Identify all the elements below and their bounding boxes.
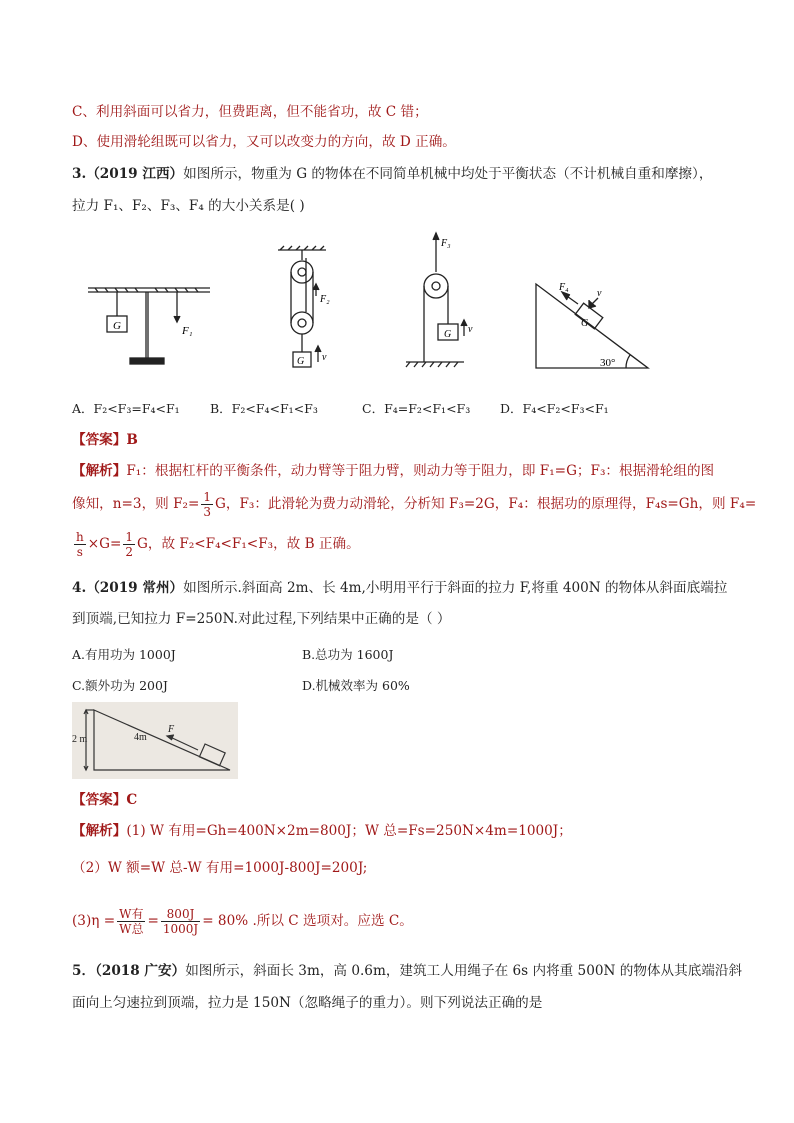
q4-option-a[interactable]: A.有用功为 1000J — [72, 647, 176, 662]
q4-incline-photo — [72, 702, 238, 779]
fraction-h-over-s — [74, 530, 86, 559]
q3-analysis-line1 — [72, 461, 714, 481]
q4-stem-text: 如图所示.斜面高 2m、长 4m,小明用平行于斜面的拉力 F,将重 400N 的物体从斜面底端拉 — [183, 580, 728, 596]
q4-analysis-line2: （2）W 额=W 总-W 有用=1000J-800J=200J; — [72, 860, 368, 876]
q5-stem-line2: 面向上匀速拉到顶端，拉力是 150N（忽略绳子的重力）。则下列说法正确的是 — [72, 995, 543, 1011]
q4-analysis-text1: (1) W 有用=Gh=400N×2m=800J；W 总=Fs=250N×4m=1000J； — [126, 823, 572, 839]
q3-stem-line1 — [72, 164, 712, 184]
q3-analysis-text2b: G，F₃：此滑轮为费力动滑轮，分析知 F₃=2G，F₄：根据功的原理得，F₄s=Gh，则 F₄= — [215, 496, 757, 512]
frac-denominator: 2 — [125, 545, 134, 559]
q3-answer: 【答案】B — [72, 432, 138, 448]
frac-numerator: h — [76, 530, 84, 544]
q4-option-d[interactable]: D.机械效率为 60% — [302, 678, 410, 693]
q5-stem-text: 如图所示，斜面长 3m，高 0.6m，建筑工人用绳子在 6s 内将重 500N 的物体从其底端沿斜 — [185, 963, 743, 979]
force-label: F — [168, 724, 175, 735]
frac-numerator: W有 — [119, 907, 144, 921]
q3-analysis-text3a: ×G= — [87, 536, 122, 552]
option-c-explanation: C、利用斜面可以省力，但费距离，但不能省功，故 C 错； — [72, 104, 428, 120]
option-d-explanation: D、使用滑轮组既可以省力，又可以改变力的方向，故 D 正确。 — [72, 134, 456, 150]
fig-c-force-label: F₃ — [441, 238, 451, 249]
q3-option-d[interactable]: D．F₄<F₂<F₃<F₁ — [500, 401, 609, 416]
q4-analysis-text3b: = 80% .所以 C 选项对。应选 C。 — [202, 913, 413, 929]
frac-denominator: W总 — [119, 922, 144, 936]
q3-source: （2019 江西） — [86, 166, 184, 182]
q3-analysis-line3 — [72, 530, 360, 559]
q4-stem-line1 — [72, 578, 727, 598]
q5-number: 5． — [72, 963, 96, 979]
fraction-800-over-1000 — [161, 907, 200, 936]
incline-figure — [536, 284, 648, 368]
q4-source: （2019 常州） — [86, 580, 184, 596]
fig-b-velocity-label: v — [322, 352, 327, 363]
q3-option-b[interactable]: B．F₂<F₄<F₁<F₃ — [210, 401, 318, 416]
fig-d-angle-label: 30° — [600, 357, 616, 369]
fraction-one-half — [123, 530, 135, 559]
q4-analysis-label: 【解析】 — [72, 823, 127, 839]
frac-denominator: s — [76, 545, 83, 559]
q4-number: 4. — [72, 580, 87, 596]
q3-analysis-label: 【解析】 — [72, 463, 127, 479]
pulley-block-figure — [278, 246, 326, 367]
fraction-one-third — [201, 490, 213, 519]
q5-stem-line1 — [72, 961, 742, 981]
q3-analysis-text2a: 像知，n=3，则 F₂= — [72, 496, 200, 512]
fig-d-weight-label: G — [581, 318, 589, 329]
fig-a-force-label: F₁ — [182, 325, 193, 337]
q3-analysis-line2 — [72, 490, 756, 519]
q4-answer: 【答案】C — [72, 792, 138, 808]
q3-figures — [70, 228, 670, 378]
height-label: 2 m — [72, 734, 88, 745]
q5-source: （2018 广安） — [95, 963, 186, 979]
frac-numerator: 1 — [203, 490, 211, 504]
q4-analysis-text3a: (3)η = — [72, 913, 116, 929]
fig-d-force-label: F₄ — [559, 282, 569, 293]
fig-a-weight-label: G — [113, 320, 121, 332]
q4-option-b[interactable]: B.总功为 1600J — [302, 647, 394, 662]
q3-option-c[interactable]: C．F₄=F₂<F₁<F₃ — [362, 401, 471, 416]
frac-denominator: 3 — [203, 505, 211, 519]
frac-numerator: 1 — [125, 530, 134, 544]
fig-d-velocity-label: v — [597, 288, 602, 299]
q4-option-c[interactable]: C.额外功为 200J — [72, 678, 168, 693]
frac-numerator: 800J — [161, 907, 200, 922]
q3-stem-text: 如图所示，物重为 G 的物体在不同简单机械中均处于平衡状态（不计机械自重和摩擦）， — [183, 166, 713, 182]
q4-analysis-line1 — [72, 821, 572, 841]
q3-analysis-text1: F₁：根据杠杆的平衡条件，动力臂等于阻力臂，则动力等于阻力，即 F₁=G；F₃：根据滑轮组的图 — [126, 463, 715, 479]
q3-stem-line2: 拉力 F₁、F₂、F₃、F₄ 的大小关系是( ) — [72, 198, 305, 214]
q4-analysis-line3: (3)η = $\frac{\text{W有}}{\text{W总}}$ = $\frac{800J}{1000J}$ = 80% .所以 C 选项对。应选 C。 — [72, 907, 413, 936]
fraction-w-useful-over-w-total — [117, 907, 145, 936]
length-label: 4m — [134, 732, 147, 743]
fig-b-force-label: F₂ — [320, 294, 330, 305]
fig-c-weight-label: G — [444, 329, 452, 340]
fig-c-velocity-label: v — [468, 324, 473, 335]
q3-analysis-text3b: G，故 F₂<F₄<F₁<F₃，故 B 正确。 — [137, 536, 360, 552]
q4-stem-line2: 到顶端,已知拉力 F=250N.对此过程,下列结果中正确的是（ ） — [72, 611, 451, 627]
q3-number: 3. — [72, 166, 87, 182]
q3-option-a[interactable]: A．F₂<F₃=F₄<F₁ — [72, 401, 180, 416]
moving-pulley-figure — [406, 233, 467, 367]
fig-b-weight-label: G — [297, 356, 305, 367]
frac-denominator: 1000J — [162, 922, 199, 936]
